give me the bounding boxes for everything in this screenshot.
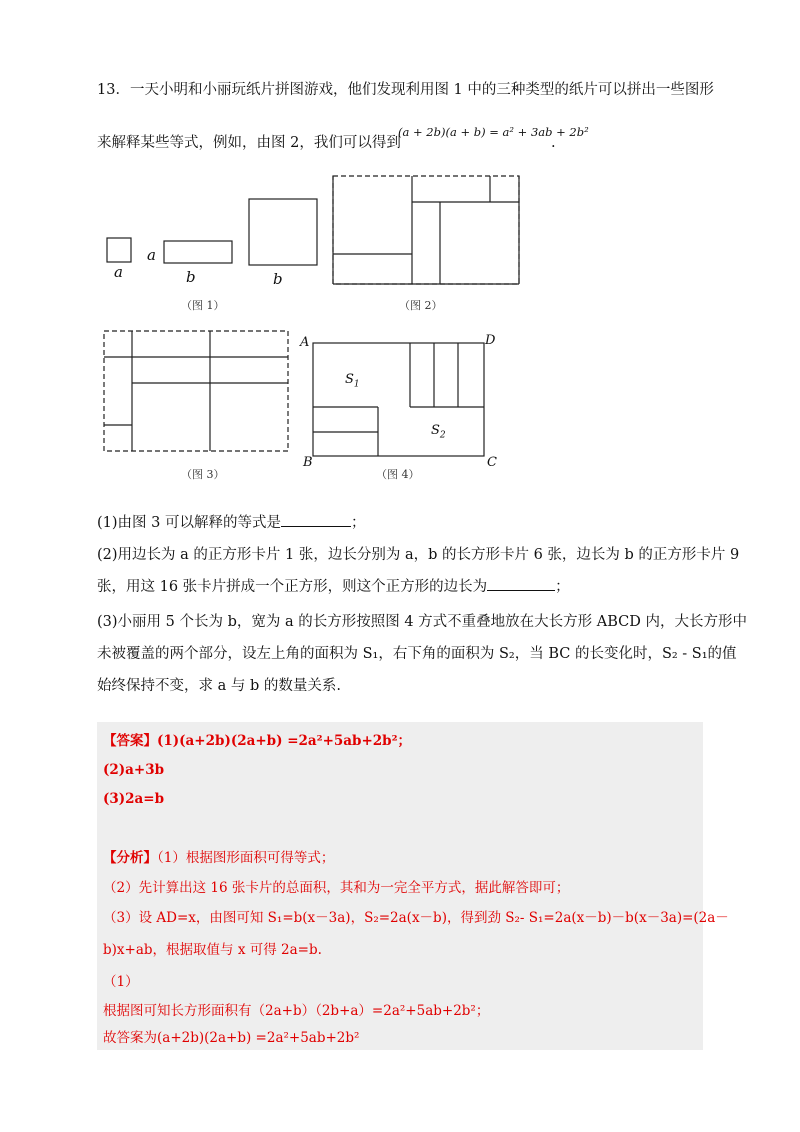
answer-tag: 【答案】 (103, 733, 157, 749)
part-1 (97, 512, 365, 533)
fig1-label-b-square: b (273, 270, 283, 288)
part-3-line-1: (3)小丽用 5 个长为 b，宽为 a 的长方形按照图 4 方式不重叠地放在大长方形 ABCD 内，大长方形中 (97, 614, 748, 630)
analysis-line-1 (103, 848, 334, 868)
part-3-line-3: 始终保持不变，求 a 与 b 的数量关系. (97, 678, 341, 694)
part-3-line-2: 未被覆盖的两个部分，设左上角的面积为 S₁，右下角的面积为 S₂，当 BC 的长变化时，S₂ - S₁的值 (97, 646, 737, 662)
figure-4 (310, 340, 490, 460)
figure-2 (330, 172, 525, 288)
fig1-a-square (107, 238, 131, 262)
fig4-label-D: D (485, 333, 496, 348)
analysis-line-2: （2）先计算出这 16 张卡片的总面积，其和为一完全平方式，据此解答即可； (103, 880, 570, 896)
question-line-2-text: 来解释某些等式，例如，由图 2，我们可以得到 (97, 135, 401, 151)
analysis-line-5: （1） (103, 974, 139, 990)
analysis-line-7: 故答案为(a+2b)(2a+b) =2a²+5ab+2b² (103, 1030, 360, 1046)
fig2-caption: （图 2） (399, 299, 443, 312)
answer-line-1 (103, 731, 411, 751)
part-2-line-2 (97, 576, 570, 597)
fig4-label-S1: $S_1$ (345, 372, 360, 390)
figure-3 (100, 327, 292, 455)
answer-3: (3)2a=b (103, 791, 165, 807)
part-2-line-1: (2)用边长为 a 的正方形卡片 1 张，边长分别为 a，b 的长方形卡片 6 张，边长为 b 的正方形卡片 9 (97, 547, 740, 563)
part-1-blank[interactable] (281, 512, 351, 527)
fig3-caption: （图 3） (181, 468, 225, 481)
fig1-label-b-rect: b (186, 268, 196, 286)
analysis-l1: （1）根据图形面积可得等式； (157, 850, 335, 866)
analysis-line-4: b)x+ab，根据取值与 x 可得 2a=b. (103, 942, 322, 958)
question-line-2-end: . (551, 135, 556, 151)
question-line-2 (97, 133, 401, 153)
figure-1 (100, 190, 330, 300)
analysis-line-6: 根据图可知长方形面积有（2a+b）（2b+a）=2a²+5ab+2b²； (103, 1003, 490, 1019)
fig4-label-S2: $S_2$ (431, 423, 446, 441)
answer-2: (2)a+3b (103, 762, 165, 778)
fig1-label-a-rect: a (147, 246, 156, 264)
fig1-caption: （图 1） (181, 299, 225, 312)
part-1-text: (1)由图 3 可以解释的等式是 (97, 515, 281, 531)
fig4-label-A: A (300, 335, 310, 350)
question-line-1: 13．一天小明和小丽玩纸片拼图游戏，他们发现利用图 1 中的三种类型的纸片可以拼出一些图形 (97, 82, 714, 98)
analysis-line-3: （3）设 AD=x，由图可知 S₁=b(x－3a)，S₂=2a(x－b)，得到劲 S₂- S₁=2a(x－b)－b(x－3a)=(2a－ (103, 910, 729, 926)
fig4-label-B: B (303, 455, 313, 470)
part-2-text: 张，用这 16 张卡片拼成一个正方形，则这个正方形的边长为 (97, 579, 488, 595)
analysis-tag: 【分析】 (103, 850, 157, 866)
part-2-end: ； (555, 579, 570, 595)
fig4-label-C: C (487, 455, 497, 470)
example-formula: (a + 2b)(a + b) = a² + 3ab + 2b² (398, 125, 589, 139)
fig1-b-square (249, 199, 317, 265)
fig1-label-a-square: a (114, 263, 123, 281)
fig4-caption: （图 4） (376, 468, 420, 481)
answer-1: (1)(a+2b)(2a+b) =2a²+5ab+2b²； (157, 733, 412, 749)
fig1-ab-rect (164, 241, 232, 263)
part-2-blank[interactable] (487, 576, 555, 591)
part-1-end: ； (350, 515, 366, 531)
